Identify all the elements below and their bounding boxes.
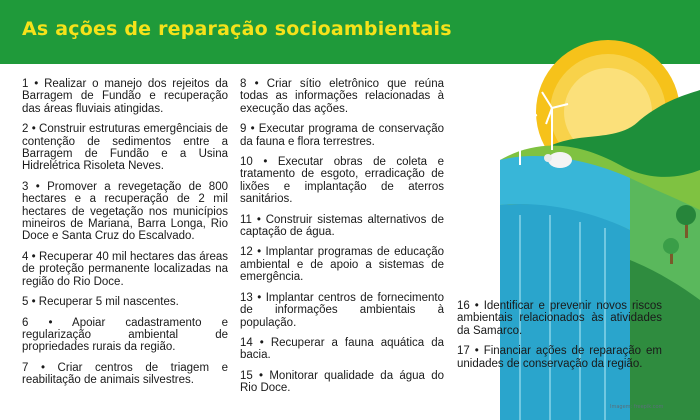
action-item: 15 • Monitorar qualidade da água do Rio Doce. [240, 369, 444, 395]
action-item: 8 • Criar sítio eletrônico que reúna todas as informações relacionadas à execução das ações. [240, 78, 444, 115]
actions-column-3 [457, 300, 662, 370]
action-item: 3 • Promover a revegetação de 800 hectares e a recuperação de 2 mil hectares de vegetação nos municípios mineiros de Mariana, Barra Longa, Rio Doce e Santa Cruz do Escalvado. [22, 180, 228, 243]
action-item: 4 • Recuperar 40 mil hectares das áreas de proteção permanente localizadas na região do Rio Doce. [22, 250, 228, 288]
action-item: 17 • Financiar ações de reparação em unidades de conservação da região. [457, 345, 662, 370]
page-title: As ações de reparação socioambientais [22, 18, 452, 40]
action-item: 14 • Recuperar a fauna aquática da bacia. [240, 336, 444, 362]
actions-column-1 [22, 78, 228, 387]
action-item: 11 • Construir sistemas alternativos de captação de água. [240, 213, 444, 239]
action-item: 13 • Implantar centros de fornecimento de informações ambientais à população. [240, 291, 444, 329]
action-item: 1 • Realizar o manejo dos rejeitos da Barragem de Fundão e recuperação das áreas fluviais atingidas. [22, 78, 228, 115]
action-item: 12 • Implantar programas de educação ambiental e de apoio a sistemas de emergência. [240, 246, 444, 284]
action-item: 5 • Recuperar 5 mil nascentes. [22, 296, 179, 309]
image-credit: Imagem: freepik.com [610, 404, 664, 410]
action-item: 7 • Criar centros de triagem e reabilitação de animais silvestres. [22, 361, 228, 387]
action-item: 16 • Identificar e prevenir novos riscos ambientais relacionados às atividades da Samarco. [457, 300, 662, 337]
action-item: 9 • Executar programa de conservação da fauna e flora terrestres. [240, 123, 444, 148]
action-item: 2 • Construir estruturas emergênciais de contenção de sedimentos entre a Barragem de Fundão e a Usina Hidrelétrica Risoleta Neves. [22, 123, 228, 173]
actions-column-2 [240, 78, 444, 395]
action-item: 10 • Executar obras de coleta e tratamento de esgoto, erradicação de lixões e implantação de aterros sanitários. [240, 156, 444, 206]
action-item: 6 • Apoiar cadastramento e regularização ambiental de propriedades rurais da região. [22, 316, 228, 354]
